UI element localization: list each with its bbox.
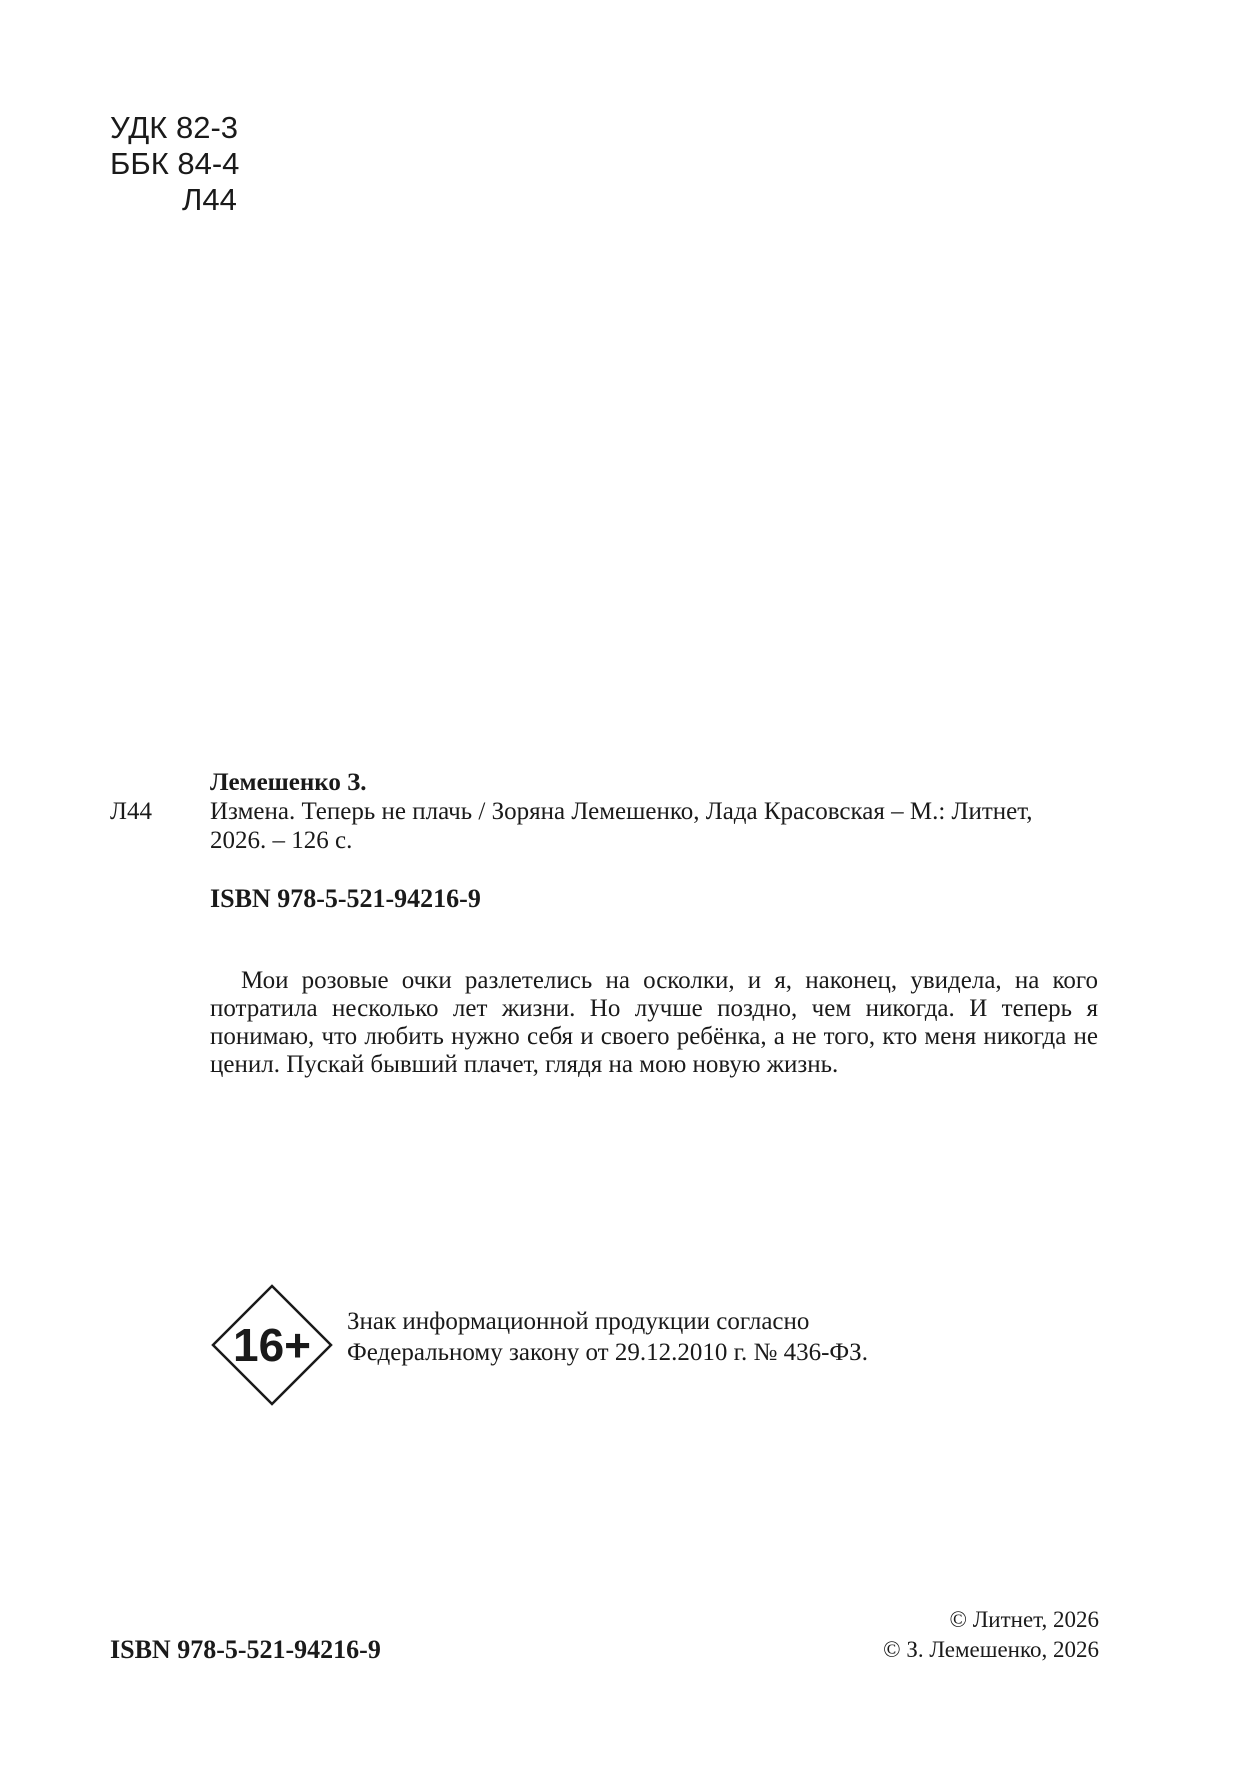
age-rating-line-1: Знак информационной продукции согласно — [347, 1308, 810, 1335]
annotation-text: Мои розовые очки разлетелись на осколки, и я, наконец, увидела, на кого потратила несколько лет жизни. Но лучше поздно, чем никогда. И теперь я понимаю, что любить нужно себя и своего ребёнка, а не того, кто меня никогда не ценил. Пускай бывший плачет, глядя на мою новую жизнь. — [210, 967, 1098, 1078]
copyright-author: © З. Лемешенко, 2026 — [883, 1637, 1099, 1662]
copyright-publisher: © Литнет, 2026 — [949, 1607, 1099, 1632]
age-rating-diamond-icon — [210, 1283, 334, 1407]
udk-code: УДК 82-3 — [110, 110, 239, 145]
classification-codes — [110, 110, 239, 218]
age-rating-line-2: Федеральному закону от 29.12.2010 г. № 436-ФЗ. — [347, 1339, 868, 1366]
shelf-mark: Л44 — [110, 798, 152, 825]
isbn-record: ISBN 978-5-521-94216-9 — [210, 884, 481, 913]
age-rating-text — [347, 1306, 868, 1368]
copyright-block — [883, 1605, 1099, 1665]
isbn-footer: ISBN 978-5-521-94216-9 — [110, 1635, 381, 1664]
author-mark: Л44 — [182, 182, 237, 217]
imprint-line: 2026. – 126 с. — [210, 827, 353, 854]
bbk-code: ББК 84-4 — [110, 146, 240, 181]
bibliographic-record — [110, 768, 1110, 855]
author-heading: Лемешенко З. — [210, 769, 367, 796]
title-line: Измена. Теперь не плачь / Зоряна Лемешенко, Лада Красовская – М.: Литнет, — [210, 798, 1033, 825]
age-rating-block — [210, 1283, 1010, 1413]
age-rating-badge: 16+ — [232, 1319, 312, 1371]
